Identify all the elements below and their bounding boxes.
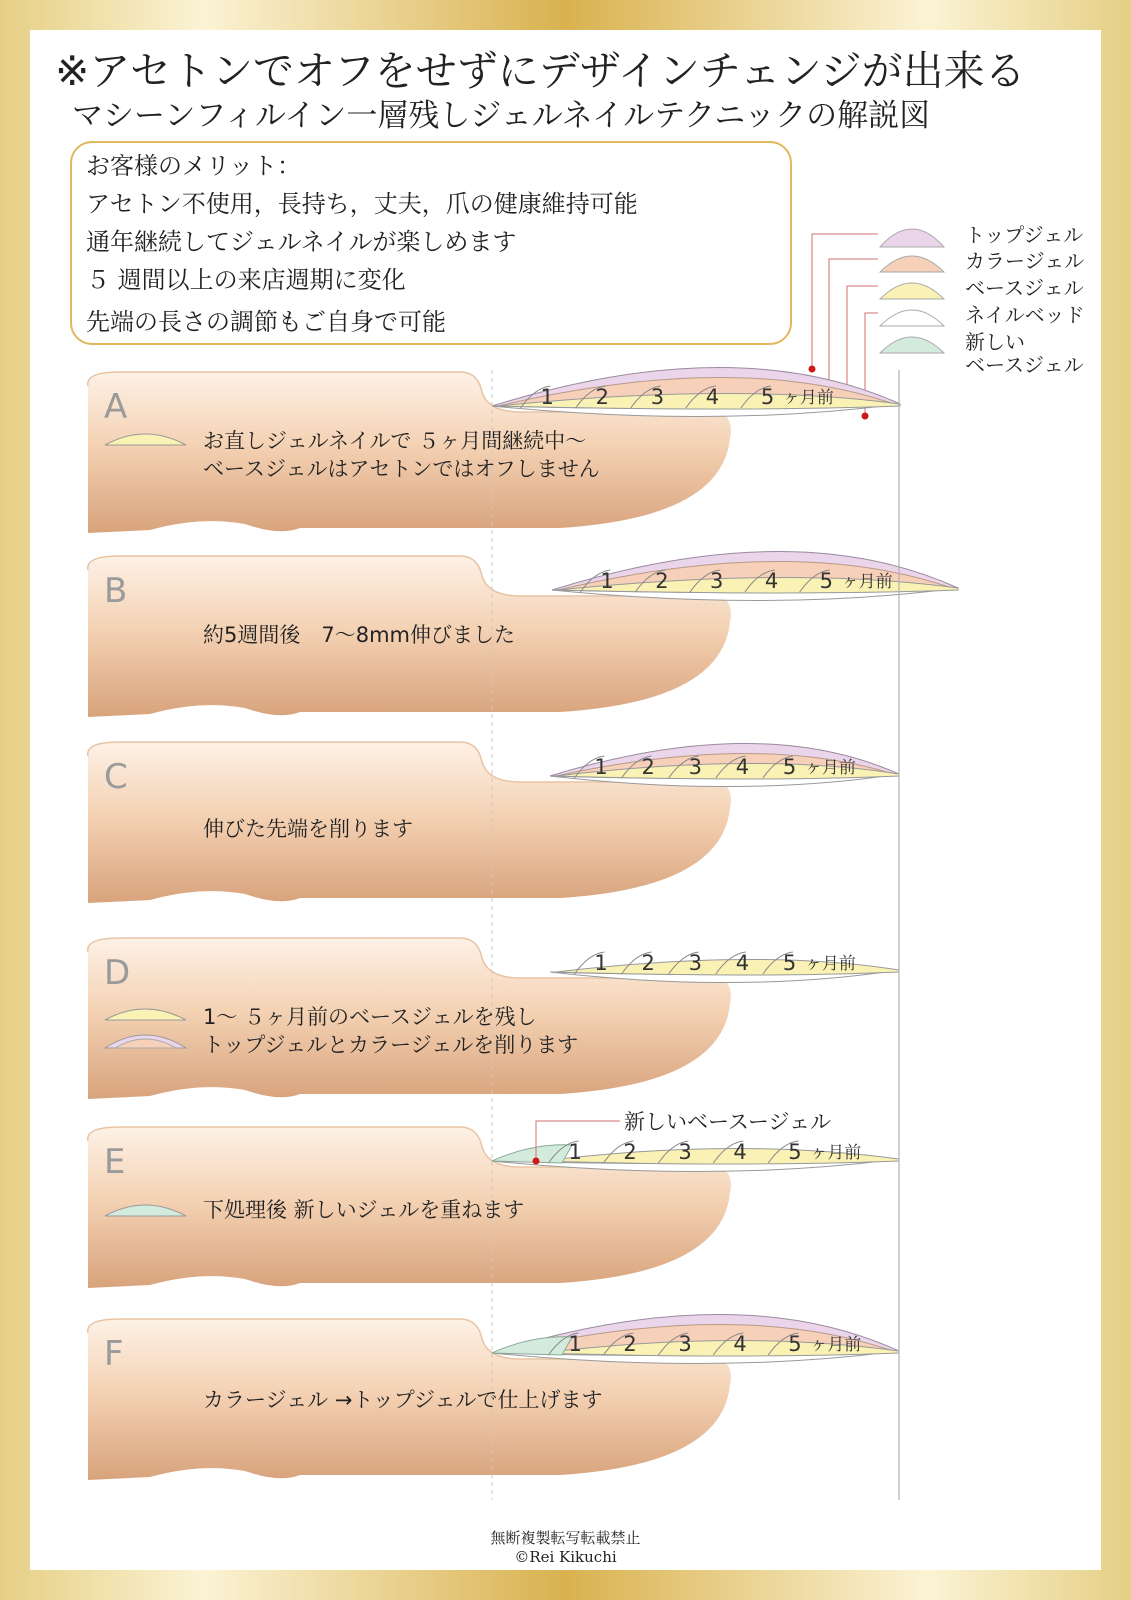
title-line-1: ※アセトンでオフをせずにデザインチェンジが出来る xyxy=(55,47,1026,95)
step-caption-line-1: 1～ ５ヶ月前のベースジェルを残し xyxy=(203,1005,537,1029)
layer-number: 5 xyxy=(788,1140,802,1164)
layer-number: 3 xyxy=(678,1140,692,1164)
layer-number: 3 xyxy=(710,569,724,593)
step-caption-line-1: お直しジェルネイルで ５ヶ月間継続中～ xyxy=(203,429,587,453)
layer-number: 4 xyxy=(735,951,750,975)
layer-number: 3 xyxy=(678,1332,692,1356)
step-a xyxy=(88,367,900,533)
leader-base-gel xyxy=(847,286,878,399)
step-f xyxy=(88,1314,899,1480)
legend-top-gel-swatch xyxy=(880,229,944,247)
legend-base-gel-label: ベースジェル xyxy=(965,276,1084,300)
benefits-heading: お客様のメリット： xyxy=(86,152,302,180)
legend-nail-bed-swatch xyxy=(880,310,944,326)
step-letter: F xyxy=(104,1334,124,1374)
legend-top-gel-label: トップジェル xyxy=(965,223,1084,247)
benefit-item: 先端の長さの調節もご自身で可能 xyxy=(86,308,446,336)
step-e xyxy=(88,1127,899,1288)
layer-number: 2 xyxy=(655,569,669,593)
layer-number: 2 xyxy=(641,755,655,779)
step-letter: B xyxy=(104,571,128,611)
layer-number: 4 xyxy=(735,755,750,779)
step-letter: A xyxy=(104,387,128,427)
step-c xyxy=(88,742,899,903)
layer-number: 1 xyxy=(540,385,554,409)
legend-color-gel-label: カラージェル xyxy=(965,249,1085,273)
layer-number: 1 xyxy=(594,755,608,779)
layer-number: 1 xyxy=(568,1332,582,1356)
leader-top-gel xyxy=(812,234,878,369)
layer-number: 5 xyxy=(788,1332,802,1356)
layer-number: 3 xyxy=(688,951,703,975)
layer-number: 1 xyxy=(600,569,614,593)
benefit-item: アセトン不使用，長持ち，丈夫，爪の健康維持可能 xyxy=(86,190,638,218)
benefit-item: 通年継続してジェルネイルが楽しめます xyxy=(86,228,517,256)
legend-nail-bed-label: ネイルベッド xyxy=(965,303,1085,327)
step-b xyxy=(88,551,958,717)
step-letter: D xyxy=(104,953,131,993)
month-label: ヶ月前 xyxy=(810,1335,862,1355)
legend-new-base-swatch xyxy=(880,337,944,353)
layer-number: 2 xyxy=(641,951,655,975)
title-line-2: マシーンフィルイン一層残しジェルネイルテクニックの解説図 xyxy=(72,98,931,134)
month-label: ヶ月前 xyxy=(804,758,856,778)
step-caption-line-2: トップジェルとカラージェルを削ります xyxy=(203,1033,579,1057)
step-d xyxy=(88,938,899,1099)
new-base-gel-layer xyxy=(492,1145,572,1163)
copyright-notice: 無断複製転写転載禁止 xyxy=(490,1529,641,1547)
leader-dot xyxy=(862,413,869,420)
layer-number: 4 xyxy=(733,1332,747,1356)
layer-number: 5 xyxy=(819,569,834,593)
step-caption-line-1: 約5週間後 7～8mm伸びました xyxy=(203,623,515,647)
legend-new-base-label-1: 新しい xyxy=(965,330,1025,354)
layer-number: 5 xyxy=(760,385,775,409)
layer-number: 5 xyxy=(782,755,797,779)
month-label: ヶ月前 xyxy=(810,1143,862,1163)
benefit-item: ５ 週間以上の来店週期に変化 xyxy=(86,266,406,294)
copyright-author: ©Rei Kikuchi xyxy=(514,1548,617,1566)
month-label: ヶ月前 xyxy=(841,572,893,592)
layer-number: 5 xyxy=(782,951,797,975)
layer-number: 2 xyxy=(595,385,610,409)
leader-dot xyxy=(809,366,816,373)
layer-number: 4 xyxy=(764,569,779,593)
leader-color-gel xyxy=(829,259,878,384)
layer-number: 4 xyxy=(733,1140,747,1164)
step-caption-line-2: ベースジェルはアセトンではオフしません xyxy=(203,457,600,481)
step-caption-line-1: 下処理後 新しいジェルを重ねます xyxy=(203,1198,525,1222)
layer-number: 3 xyxy=(688,755,703,779)
legend-new-base-label-2: ベースジェル xyxy=(965,353,1084,377)
step-caption-line-1: 伸びた先端を削ります xyxy=(203,817,413,841)
layer-number: 1 xyxy=(568,1140,582,1164)
layer-number: 1 xyxy=(594,951,608,975)
layer-number: 3 xyxy=(650,385,665,409)
layer-number: 2 xyxy=(623,1140,637,1164)
month-label: ヶ月前 xyxy=(782,388,834,408)
step-letter: C xyxy=(104,757,128,797)
step-caption-line-1: カラージェル →トップジェルで仕上げます xyxy=(203,1388,603,1412)
new-base-gel-layer xyxy=(492,1337,572,1355)
legend-base-gel-swatch xyxy=(880,283,944,299)
month-label: ヶ月前 xyxy=(804,954,856,974)
new-base-callout-label: 新しいベースージェル xyxy=(624,1110,832,1134)
layer-number: 2 xyxy=(623,1332,637,1356)
step-letter: E xyxy=(104,1142,126,1182)
legend-color-gel-swatch xyxy=(880,256,944,272)
layer-number: 4 xyxy=(705,385,720,409)
